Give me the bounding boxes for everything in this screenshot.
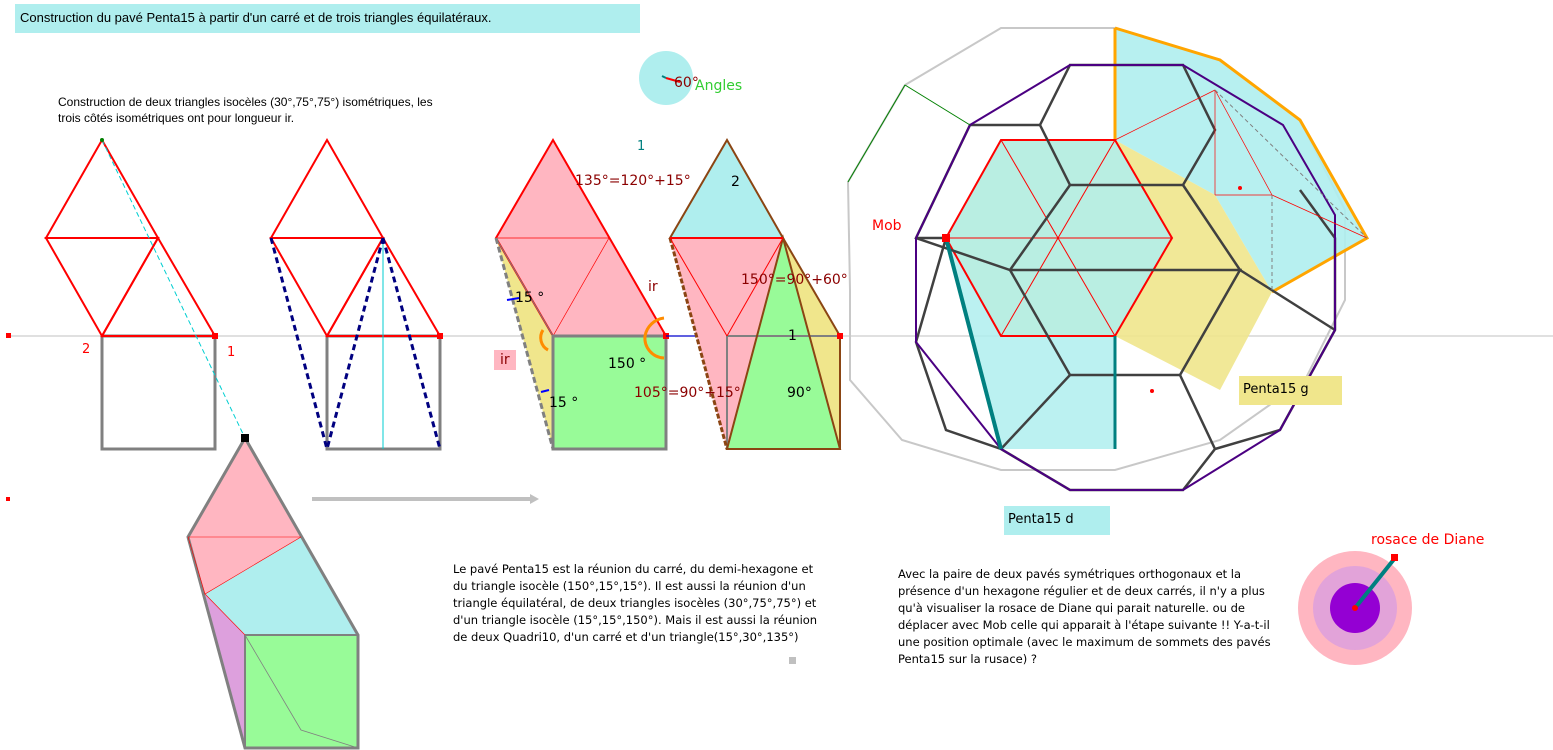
point-1-label: 1 — [227, 345, 236, 360]
num-1-right: 1 — [788, 328, 797, 344]
rosace-label: rosace de Diane — [1371, 532, 1485, 548]
mob-point[interactable] — [942, 234, 950, 242]
penta15-g-label: Penta15 g — [1239, 376, 1342, 405]
num-1-top: 1 — [637, 139, 646, 154]
figure-4 — [670, 140, 843, 449]
rosace-control[interactable] — [1298, 551, 1412, 665]
figure-1 — [6, 138, 245, 501]
point-1[interactable] — [212, 333, 218, 339]
triangle-1b — [46, 238, 158, 336]
angle-135-label: 135°=120°+15° — [575, 173, 691, 189]
arrow — [312, 494, 539, 504]
figure-2 — [271, 140, 443, 449]
dashed-guide — [102, 140, 245, 438]
isosceles-dashed — [271, 238, 440, 449]
rosace-figure — [848, 28, 1367, 490]
penta15-d-label: Penta15 d — [1004, 506, 1110, 535]
angle-90-label: 90° — [787, 385, 812, 401]
body-text-left: Le pavé Penta15 est la réunion du carré, du demi-hexagone et du triangle isocèle (150°,15°,15°). Il est aussi la réunion d'un triangle équilatéral, de deux triangles isocèles (30°,75°,75°) et d'un triangle isocèle (15°,15°,150°). Mais il est aussi la réunion de deux Quadri10, d'un carré et d'un triangle(15°,30°,135°) — [453, 562, 818, 644]
angle-15-top: 15 ° — [515, 290, 545, 306]
triangle-1c — [46, 140, 158, 238]
page-title: Construction du pavé Penta15 à partir d'un carré et de trois triangles équilatéraux. — [15, 4, 640, 33]
angle-150-sum-label: 150°=90°+60° — [741, 272, 848, 288]
square-1 — [102, 336, 215, 449]
angle-105-label: 105°=90°+15° — [634, 385, 741, 401]
angle-15-bottom: 15 ° — [549, 395, 579, 411]
extra-point[interactable] — [6, 497, 10, 501]
angle-150-label: 150 ° — [608, 356, 647, 372]
point-2[interactable] — [437, 333, 443, 339]
angles-value: 60° — [674, 75, 699, 91]
figure-5 — [188, 434, 358, 748]
intro-text: Construction de deux triangles isocèles (30°,75°,75°) isométriques, les trois côtés isométriques ont pour longueur ir. — [58, 95, 433, 125]
mob-label: Mob — [872, 218, 902, 234]
ir-left-label: ir — [494, 350, 516, 370]
body-text-right: Avec la paire de deux pavés symétriques orthogonaux et la présence d'un hexagone régulier et de deux carrés, il n'y a plus qu'à visualiser la rosace de Diane qui parait naturelle. ou de déplacer avec Mob celle qui apparait à l'étape suivante !! Y-a-t-il une position optimale (avec le maximum de sommets des pavés Penta15 sur la rusace) ? — [898, 567, 1271, 666]
point-2-label: 2 — [82, 342, 91, 357]
axis-point[interactable] — [6, 333, 11, 338]
triangle-1a — [102, 238, 215, 336]
num-2-tri: 2 — [731, 174, 740, 190]
angles-label: Angles — [695, 78, 743, 94]
ir-top-label: ir — [648, 279, 658, 295]
